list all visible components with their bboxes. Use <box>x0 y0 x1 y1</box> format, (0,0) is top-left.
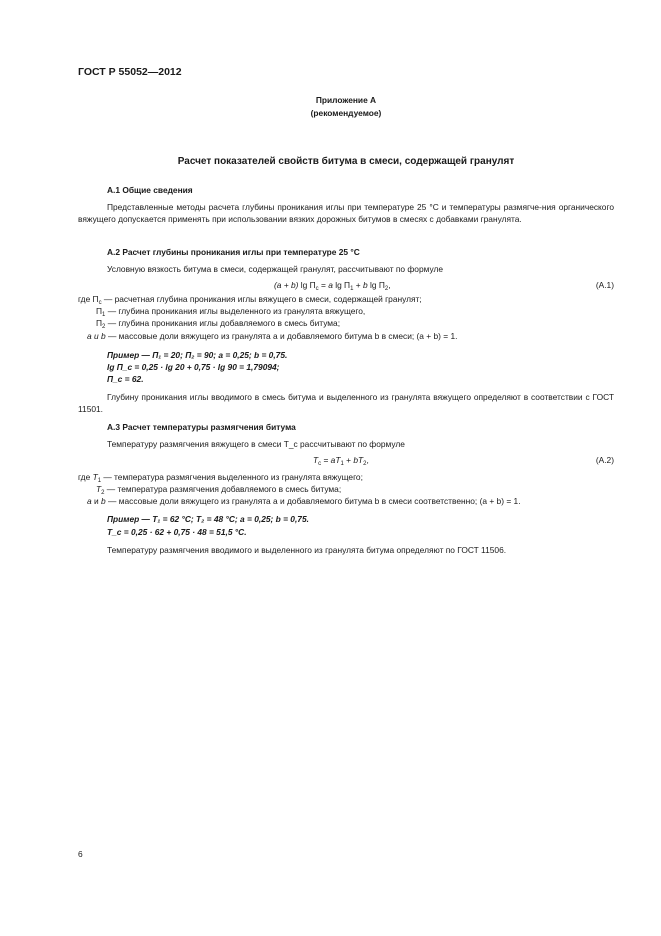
where-item-p2: $П_2$ — глубина проникания иглы добавляемого в смесь битума; <box>96 318 341 330</box>
section-a3-heading: А.3 Расчет температуры размягчения битума <box>107 422 296 432</box>
where-item-pc: где $П_с$ — расчетная глубина проникания иглы вяжущего в смеси, содержащей гранулят; <box>78 294 422 306</box>
example-a3-line1: Пример — T₁ = 62 °C; T₂ = 48 °C; a = 0,25; b = 0,75. <box>107 514 309 524</box>
where-item-p1: $П_1$ — глубина проникания иглы выделенного из гранулята вяжущего, <box>96 306 366 318</box>
formula-a2: $T_с = aT_1 + bT_2$, <box>313 455 369 467</box>
document-code: ГОСТ Р 55052—2012 <box>78 66 182 78</box>
where-item-t1: где $T_1$ — температура размягчения выделенного из гранулята вяжущего; <box>78 472 363 484</box>
example-a2-line2: lg П_c = 0,25 · lg 20 + 0,75 · lg 90 = 1,79094; <box>107 362 280 372</box>
section-a3-intro: Температуру размягчения вяжущего в смеси T_c рассчитывают по формуле <box>107 439 405 449</box>
section-a2-intro: Условную вязкость битума в смеси, содержащей гранулят, рассчитывают по формуле <box>107 264 444 274</box>
page-number: 6 <box>78 849 83 859</box>
example-a2-line1: Пример — П₁ = 20; П₂ = 90; a = 0,25; b = 0,75. <box>107 350 288 360</box>
section-a2-outro: Глубину проникания иглы вводимого в смесь битума и выделенного из гранулята вяжущего определяют в соответствии с ГОСТ 11501. <box>78 392 614 414</box>
where-item-ab: a и b — массовые доли вяжущего из гранулята a и добавляемого битума b в смеси; (a + b) = 1. <box>87 331 458 341</box>
formula-a1-number: (А.1) <box>595 280 614 290</box>
appendix-label: Приложение А <box>315 95 377 105</box>
where-item-ab-a3: a и b — массовые доли вяжущего из гранулята a и добавляемого битума b в смеси соответственно; (a + b) = 1. <box>87 496 521 506</box>
section-a3-outro: Температуру размягчения вводимого и выделенного из гранулята битума определяют по ГОСТ 11506. <box>107 545 507 555</box>
section-a1-text: Представленные методы расчета глубины проникания иглы при температуре 25 °С и температуры размягче-ния органического вяжущего допускается применять при использовании вязких дорожных битумов в смесях с добавками гранулята. <box>78 202 614 224</box>
example-a3-line2: T_c = 0,25 · 62 + 0,75 · 48 = 51,5 °C. <box>107 527 247 537</box>
formula-a2-number: (А.2) <box>595 455 614 465</box>
formula-a1: (a + b) $\lg П_с = a$ $\lg П_1 + b$ $\lg П_2$, <box>274 280 391 292</box>
section-a2-heading: А.2 Расчет глубины проникания иглы при температуре 25 °С <box>107 247 360 257</box>
appendix-status: (рекомендуемое) <box>310 108 382 118</box>
section-a1-heading: А.1 Общие сведения <box>107 185 193 195</box>
example-a2-line3: П_c = 62. <box>107 374 144 384</box>
page-title: Расчет показателей свойств битума в смеси, содержащей гранулят <box>177 156 515 167</box>
where-item-t2: $T_2$ — температура размягчения добавляемого в смесь битума; <box>96 484 342 496</box>
